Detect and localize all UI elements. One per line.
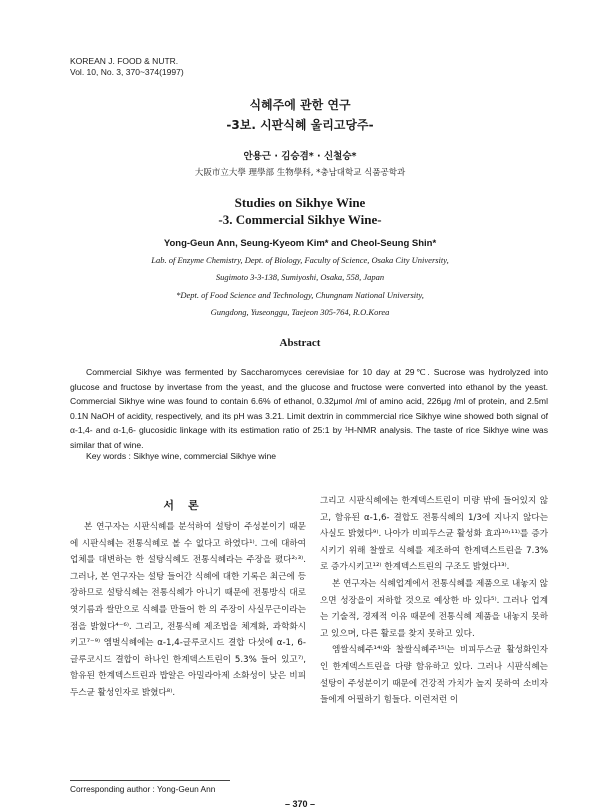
page-number: – 370 – [284,799,316,809]
english-authors: Yong-Geun Ann, Seung-Kyeom Kim* and Cheol-Seung Shin* [163,238,437,249]
intro-paragraph-2: 그리고 시판식혜에는 한계덱스트린이 미량 밖에 들어있지 않고, 함유된 α-1,6- 결합도 전통식혜의 1/3에 지나지 않다는 사실도 밝혔다⁹⁾. 나아가 비피두스균 활성화 효과¹⁰˒¹¹⁾를 증가시키기 위해 찰쌀로 식혜를 제조하여 한계덱스트린을 7.3%로 증가시키고¹²⁾ 한계덱스트린의 구조도 밝혔다¹³⁾. [320,496,548,573]
section-heading-introduction: 서론 [163,499,213,512]
intro-paragraph-4: 엠쌀식혜주¹⁴⁾와 찰쌀식혜주¹⁵⁾는 비피두스균 활성화인자인 한계덱스트린을 다량 함유하고 있다. 그러나 시판식혜는 설탕이 주성분이기 때문에 건강적 가치가 높지 못하여 소비자들에게 어필하기 힘들다. 이런저런 이 [320,645,548,706]
korean-title: 식혜주에 관한 연구 [249,98,351,112]
korean-affiliation: 大阪市立大學 理學部 生物學科, *충남대학교 식품공학과 [194,168,406,178]
footnote-divider [70,780,230,781]
intro-paragraph-1: 본 연구자는 시판식혜를 분석하여 설탕이 주성분이기 때문에 시판식혜는 전통식혜로 볼 수 없다고 하였다¹⁾. 그에 대하여 업체를 대변하는 한 설탕식혜도 전통식혜라는 주장을 폈다²˒³⁾. 그러나, 본 연구자는 설탕 들어간 식혜에 대한 기록은 최근에 등장하므로 설탕식혜는 전통식혜가 아니기 때문에 전통방식 대로 엿기름과 쌀만으로 식혜를 만들어 한 의 주장이 사실무근이라는 점을 밝혔다⁴⁻⁶⁾. 그리고, 전통식혜 제조법을 체계화, 과학화시키고⁷⁻⁹⁾ 엠벌식혜에는 α-1,4-글루코시드 결합 다섯에 α-1, 6-글루코시드 결합이 하나인 한계덱스트린이 5.3% 들어 있고⁷⁾, 함유된 한계덱스트린과 밥알은 아밀라아제 소화성이 낮은 비피두스균 활성인자로 밝혔다⁸⁾. [70,522,306,698]
journal-name: KOREAN J. FOOD & NUTR. [70,56,179,66]
journal-header [70,56,184,78]
affiliation-line-4: Gungdong, Yuseonggu, Taejeon 305-764, R.O.Korea [210,307,390,317]
affiliation-line-2: Sugimoto 3-3-138, Sumiyoshi, Osaka, 558, Japan [215,272,385,282]
keywords: Key words : Sikhye wine, commercial Sikhye wine [86,451,277,461]
korean-authors: 안용근 · 김승겸* · 신철승* [243,151,357,162]
journal-volume: Vol. 10, No. 3, 370~374(1997) [70,67,184,77]
abstract-heading: Abstract [279,337,321,349]
abstract-text: Commercial Sikhye was fermented by Saccharomyces cerevisiae for 10 day at 29℃. Sucrose was hydrolyzed into glucose and fructose by invertase from the yeast, and the glucose and fructose were converted into ethanol by the yeast. Commercial Sikhye wine was found to contain 6.6% of ethanol, 0.32μmol /ml of amino acid, 226μg /ml of protein, and 2.5ml 0.1N NaOH of acidity, respectively, and its pH was 3.21. Limit dextrin in commmercial rice Sikhye wine showed both signal of α-1,4- and α-1,6- glucosidic linkage with its estimation ratio of 25:1 by ¹H-NMR analysis. The taste of rice Sikhye wine was similar that of wine. [70,367,548,450]
english-title: Studies on Sikhye Wine [234,195,366,210]
english-subtitle: -3. Commercial Sikhye Wine- [218,212,382,227]
affiliation-line-3: *Dept. of Food Science and Technology, Chungnam National University, [176,290,424,300]
affiliation-line-1: Lab. of Enzyme Chemistry, Dept. of Biology, Faculty of Science, Osaka City University, [151,255,449,265]
korean-subtitle: -3보. 시판식혜 울리고당주- [226,118,374,132]
corresponding-author-footnote: Corresponding author : Yong-Geun Ann [70,784,216,794]
intro-paragraph-3: 본 연구자는 식혜업계에서 전통식혜를 제품으로 내놓지 않으면 성장을이 저하할 것으로 예상한 바 있다⁵⁾. 그러나 업계는 기술적, 경제적 이유 때문에 전통식혜 제품을 내놓지 못하고 있으며, 다른 활로를 찾지 못하고 있다. [320,578,548,639]
intro-right-column [320,493,548,709]
intro-left-column [70,519,306,702]
